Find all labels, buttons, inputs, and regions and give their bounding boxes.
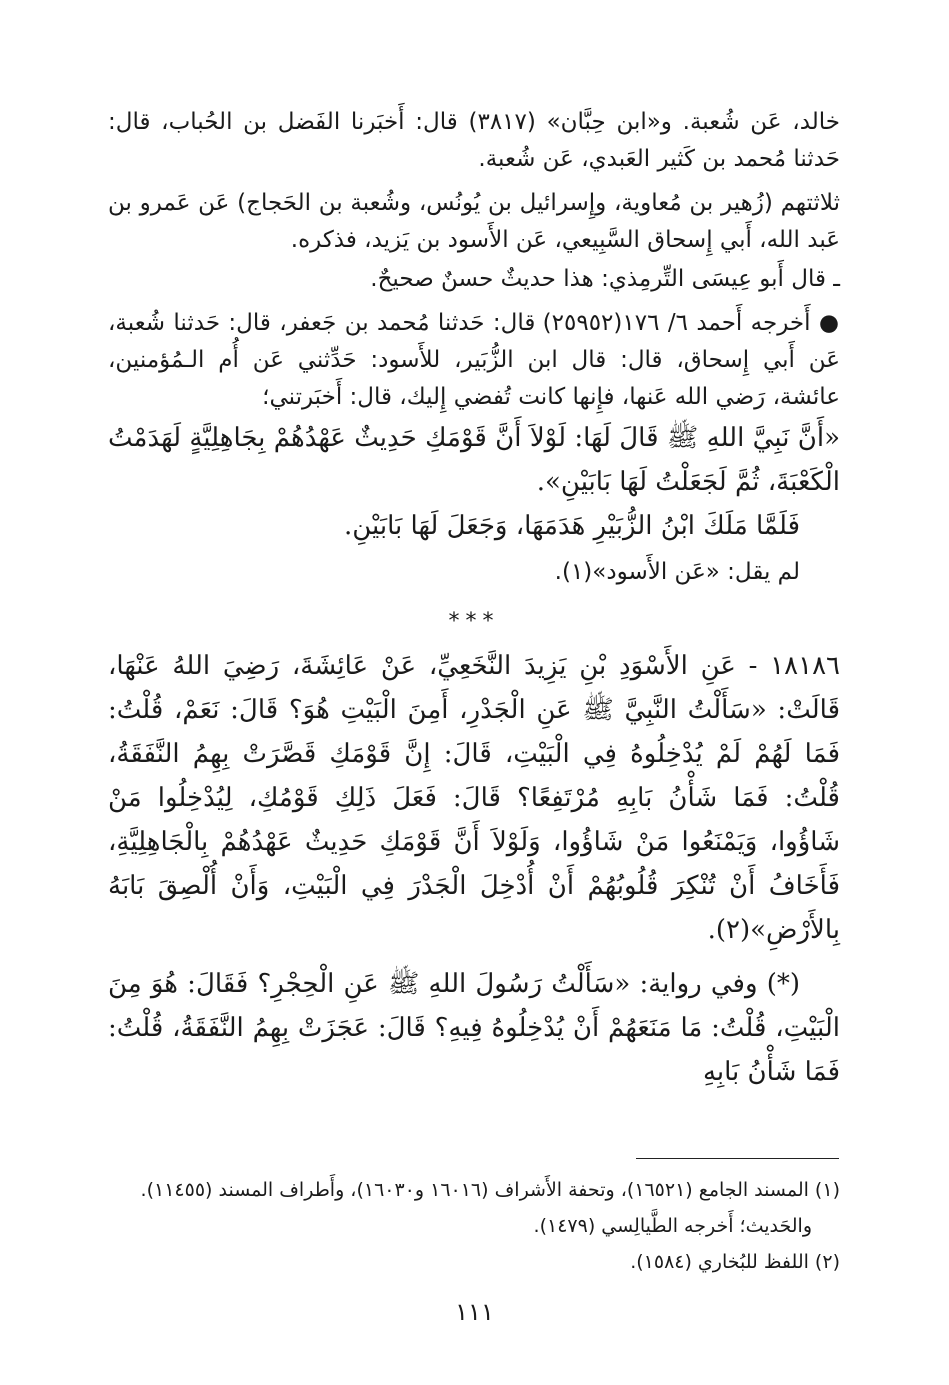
paragraph-chain: ثلاثتهم (زُهير بن مُعاوية، وإِسرائيل بن يُونُس، وشُعبة بن الحَجاج) عَن عَمرو بن عَبد الله، أَبي إِسحاق السَّبِيعي، عَن الأَسود بن يَزيد، فذكره.	[108, 190, 840, 253]
hadith-variant-narration: (*) وفي رواية: «سَأَلْتُ رَسُولَ اللهِ ﷺ عَنِ الْحِجْرِ؟ فَقَالَ: هُوَ مِنَ الْبَيْتِ، قُلْتُ: مَا مَنَعَهُمْ أَنْ يُدْخِلُوهُ فِيهِ؟ قَالَ: عَجَزَتْ بِهِمُ النَّفَقَةُ، قُلْتُ: فَمَا شَأْنُ بَابِهِ	[108, 969, 840, 1087]
main-text	[108, 104, 840, 1094]
footnote-2: (٢) اللفظ للبُخاري (١٥٨٤).	[630, 1251, 840, 1273]
paragraph-sources: خالد، عَن شُعبة. و«ابن حِبَّان» (٣٨١٧) قال: أَخبَرنا الفَضل بن الحُباب، قال: حَدثنا مُحمد بن كَثير العَبدي، عَن شُعبة.	[108, 109, 840, 172]
section-separator: ***	[448, 609, 500, 634]
footnote-1: (١) المسند الجامع (١٦٥٢١)، وتحفة الأَشراف (١٦٠١٦ و١٦٠٣٠)، وأَطراف المسند (١١٤٥٥).	[140, 1179, 840, 1201]
hadith-text-kaaba: «أَنَّ نَبِيَّ اللهِ ﷺ قَالَ لَهَا: لَوْلاَ أَنَّ قَوْمَكِ حَدِيثٌ عَهْدُهُمْ بِجَاهِلِيَّةٍ لَهَدَمْتُ الْكَعْبَةَ، ثُمَّ لَجَعَلْتُ لَهَا بَابَيْنِ».	[108, 423, 840, 497]
footnote-divider	[636, 1158, 839, 1159]
paragraph-note-aswad: لم يقل: «عَن الأَسود»(١).	[554, 559, 800, 585]
footnotes	[108, 1172, 840, 1280]
footnote-1-continued: والحَديث؛ أَخرجه الطَّيالِسي (١٤٧٩).	[533, 1215, 812, 1237]
hadith-text-ibn-zubayr: فَلَمَّا مَلَكَ ابْنُ الزُّبَيْرِ هَدَمَهَا، وَجَعَلَ لَهَا بَابَيْنِ.	[343, 511, 800, 541]
paragraph-ahmad-chain: ● أَخرجه أَحمد ٦/ ١٧٦(٢٥٩٥٢) قال: حَدثنا مُحمد بن جَعفر، قال: حَدثنا شُعبة، عَن أَبي إِسحاق، قال: قال ابن الزُّبَير، للأَسود: حَدِّثني عَن أُم الـمُؤمنين، عائشة، رَضي الله عَنها، فإِنها كانت تُفضي إِليك، قال: أَخبَرتني؛	[108, 310, 841, 410]
hadith-18186: ١٨١٨٦ - عَنِ الأَسْوَدِ بْنِ يَزِيدَ النَّخَعِيِّ، عَنْ عَائِشَةَ، رَضِيَ اللهُ عَنْهَا، قَالَتْ: «سَأَلْتُ النَّبِيَّ ﷺ عَنِ الْجَدْرِ، أَمِنَ الْبَيْتِ هُوَ؟ قَالَ: نَعَمْ، قُلْتُ: فَمَا لَهُمْ لَمْ يُدْخِلُوهُ فِي الْبَيْتِ، قَالَ: إِنَّ قَوْمَكِ قَصَّرَتْ بِهِمُ النَّفَقَةُ، قُلْتُ: فَمَا شَأْنُ بَابِهِ مُرْتَفِعًا؟ قَالَ: فَعَلَ ذَلِكِ قَوْمُكِ، لِيُدْخِلُوا مَنْ شَاؤُوا، وَيَمْنَعُوا مَنْ شَاؤُوا، وَلَوْلاَ أَنَّ قَوْمَكِ حَدِيثٌ عَهْدُهُمْ بِالْجَاهِلِيَّةِ، فَأَخَافُ أَنْ تُنْكِرَ قُلُوبُهُمْ أَنْ أُدْخِلَ الْجَدْرَ فِي الْبَيْتِ، وَأَنْ أُلْصِقَ بَابَهُ بِالأَرْضِ»(٢).	[108, 651, 840, 945]
paragraph-tirmidhi-grading: ـ قال أَبو عِيسَى التِّرمِذي: هذا حديثٌ حسنٌ صحيحٌ.	[370, 266, 840, 292]
page-number: ١١١	[455, 1298, 494, 1326]
